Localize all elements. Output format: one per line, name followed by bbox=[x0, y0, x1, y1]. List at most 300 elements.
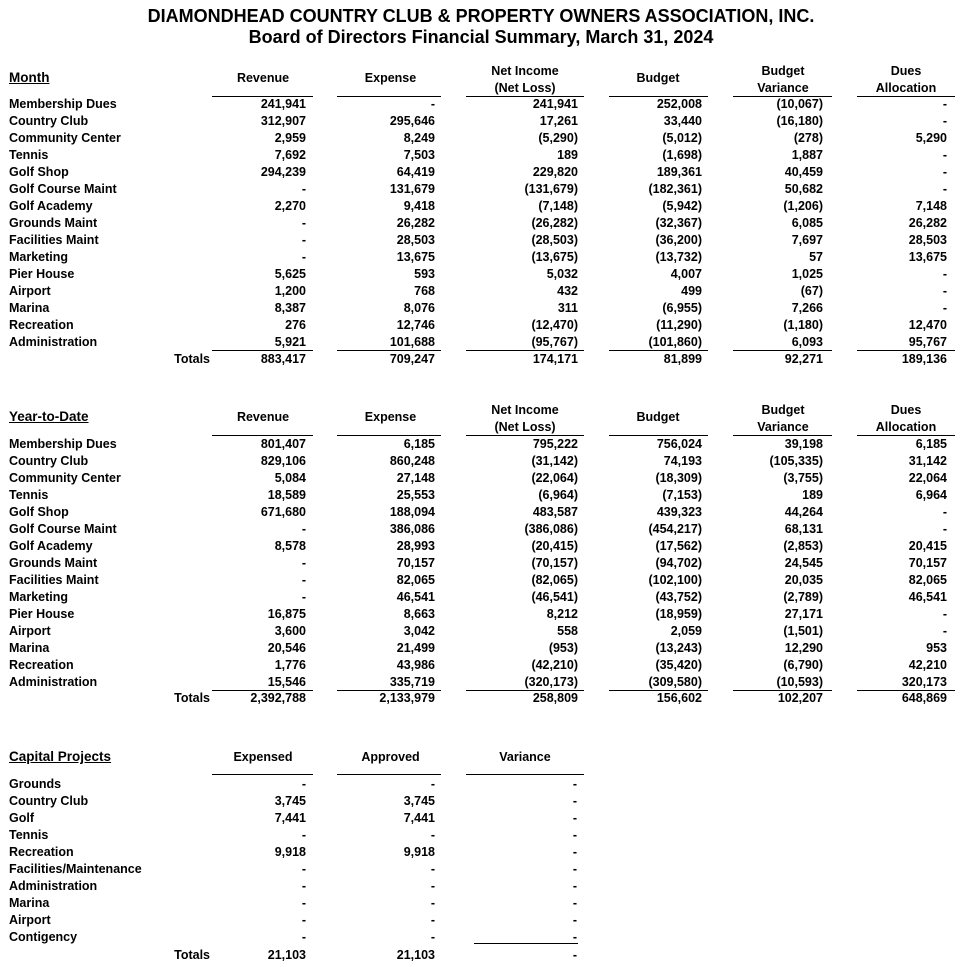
ytd-cell: 42,210 bbox=[908, 657, 947, 672]
ytd-cell: (20,415) bbox=[531, 538, 578, 553]
capital-cell: 9,918 bbox=[274, 844, 306, 859]
ytd-cell: 25,553 bbox=[396, 487, 435, 502]
ytd-table-row bbox=[0, 589, 962, 606]
ytd-cell: - bbox=[301, 572, 306, 587]
month-cell: (278) bbox=[793, 131, 823, 145]
ytd-row-label: Marketing bbox=[9, 589, 69, 604]
ytd-table-row bbox=[0, 572, 962, 589]
month-table-row bbox=[0, 215, 962, 232]
month-totals-label: Totals bbox=[174, 352, 210, 366]
ytd-table-row bbox=[0, 674, 962, 691]
ytd-col-dues-line1: Dues bbox=[890, 403, 922, 417]
ytd-cell: - bbox=[942, 521, 947, 536]
ytd-cell: 483,587 bbox=[532, 504, 578, 519]
month-table-row bbox=[0, 181, 962, 198]
month-table-row bbox=[0, 266, 962, 283]
ytd-cell: (6,790) bbox=[783, 657, 823, 672]
ytd-row-label: Pier House bbox=[9, 606, 75, 621]
ytd-cell: - bbox=[301, 555, 306, 570]
capital-cell: - bbox=[430, 929, 435, 944]
month-cell: (5,290) bbox=[538, 131, 578, 145]
capital-cell: - bbox=[430, 878, 435, 893]
ytd-table-row bbox=[0, 453, 962, 470]
ytd-table-row bbox=[0, 487, 962, 504]
ytd-cell: (35,420) bbox=[655, 657, 702, 672]
ytd-row-label: Recreation bbox=[9, 657, 74, 672]
capital-cell: - bbox=[572, 895, 577, 910]
ytd-cell: (13,243) bbox=[655, 640, 702, 655]
ytd-col-budget-variance-line2: Variance bbox=[757, 420, 809, 434]
ytd-cell: 801,407 bbox=[260, 436, 306, 451]
month-cell: 131,679 bbox=[389, 182, 435, 196]
ytd-cell: (2,789) bbox=[783, 589, 823, 604]
capital-row-label: Grounds bbox=[9, 776, 62, 791]
month-cell: - bbox=[430, 97, 435, 111]
month-table-row bbox=[0, 164, 962, 181]
month-cell: (1,698) bbox=[662, 148, 702, 162]
month-col-budget: Budget bbox=[636, 71, 680, 85]
capital-table-row bbox=[0, 878, 962, 895]
month-cell: 7,692 bbox=[274, 148, 306, 162]
month-col-dues-line1: Dues bbox=[890, 64, 922, 78]
capital-table-row bbox=[0, 844, 962, 861]
month-cell: - bbox=[942, 148, 947, 162]
month-total-budget: 81,899 bbox=[663, 352, 702, 366]
capital-cell: - bbox=[301, 929, 306, 944]
month-cell: 5,290 bbox=[915, 131, 947, 145]
month-row-label: Country Club bbox=[9, 114, 89, 128]
month-row-label: Golf Shop bbox=[9, 165, 69, 179]
capital-row-label: Country Club bbox=[9, 793, 89, 808]
month-cell: 26,282 bbox=[908, 216, 947, 230]
ytd-heading: Year-to-Date bbox=[9, 409, 89, 424]
month-cell: 5,032 bbox=[546, 267, 578, 281]
month-cell: 499 bbox=[681, 284, 702, 298]
capital-cell: 3,745 bbox=[403, 793, 435, 808]
capital-row-label: Contigency bbox=[9, 929, 78, 944]
capital-table-row bbox=[0, 912, 962, 929]
month-table-row bbox=[0, 130, 962, 147]
ytd-cell: 756,024 bbox=[656, 436, 702, 451]
ytd-cell: 671,680 bbox=[260, 504, 306, 519]
month-cell: 9,418 bbox=[403, 199, 435, 213]
ytd-table-row bbox=[0, 606, 962, 623]
ytd-cell: 44,264 bbox=[784, 504, 823, 519]
capital-table-row bbox=[0, 861, 962, 878]
ytd-cell: 8,212 bbox=[546, 606, 578, 621]
ytd-row-label: Golf Shop bbox=[9, 504, 69, 519]
ytd-cell: 8,663 bbox=[403, 606, 435, 621]
capital-heading: Capital Projects bbox=[9, 749, 112, 764]
ytd-row-label: Community Center bbox=[9, 470, 121, 485]
ytd-col-dues-line2: Allocation bbox=[875, 420, 937, 434]
capital-cell: - bbox=[430, 912, 435, 927]
month-cell: 312,907 bbox=[260, 114, 306, 128]
month-row-label: Golf Academy bbox=[9, 199, 93, 213]
month-col-revenue: Revenue bbox=[236, 71, 290, 85]
ytd-table-row bbox=[0, 555, 962, 572]
month-row-label: Facilities Maint bbox=[9, 233, 99, 247]
ytd-col-expense: Expense bbox=[364, 410, 417, 424]
month-cell: (11,290) bbox=[656, 318, 702, 332]
month-cell: 13,675 bbox=[396, 250, 435, 264]
month-col-net-income-line2: (Net Loss) bbox=[494, 81, 556, 95]
capital-cell: 9,918 bbox=[403, 844, 435, 859]
ytd-cell: (42,210) bbox=[531, 657, 578, 672]
ytd-totals-row bbox=[0, 690, 962, 707]
ytd-cell: 558 bbox=[557, 623, 578, 638]
ytd-cell: 16,875 bbox=[267, 606, 306, 621]
month-cell: 1,025 bbox=[791, 267, 823, 281]
ytd-cell: (70,157) bbox=[531, 555, 578, 570]
ytd-row-label: Marina bbox=[9, 640, 50, 655]
ytd-cell: 5,084 bbox=[274, 470, 306, 485]
ytd-cell: 39,198 bbox=[784, 436, 823, 451]
capital-totals-row bbox=[0, 947, 962, 964]
capital-cell: - bbox=[430, 895, 435, 910]
capital-cell: - bbox=[572, 827, 577, 842]
ytd-cell: 31,142 bbox=[908, 453, 947, 468]
month-cell: (13,675) bbox=[531, 250, 578, 264]
ytd-cell: 18,589 bbox=[267, 487, 306, 502]
month-cell: - bbox=[942, 267, 947, 281]
ytd-cell: 27,148 bbox=[396, 470, 435, 485]
ytd-cell: 20,546 bbox=[267, 640, 306, 655]
ytd-cell: 8,578 bbox=[274, 538, 306, 553]
month-col-expense: Expense bbox=[364, 71, 417, 85]
ytd-cell: (18,309) bbox=[655, 470, 702, 485]
ytd-cell: 20,035 bbox=[784, 572, 823, 587]
month-cell: (1,206) bbox=[783, 199, 823, 213]
month-cell: 50,682 bbox=[784, 182, 823, 196]
ytd-row-label: Country Club bbox=[9, 453, 89, 468]
ytd-cell: - bbox=[942, 623, 947, 638]
month-cell: (5,942) bbox=[662, 199, 702, 213]
month-cell: (32,367) bbox=[655, 216, 702, 230]
month-cell: - bbox=[301, 250, 306, 264]
month-cell: 276 bbox=[285, 318, 306, 332]
month-cell: 6,093 bbox=[791, 335, 823, 349]
month-cell: 1,887 bbox=[791, 148, 823, 162]
ytd-table-row bbox=[0, 436, 962, 453]
capital-row-label: Administration bbox=[9, 878, 98, 893]
ytd-cell: - bbox=[942, 504, 947, 519]
month-cell: - bbox=[301, 182, 306, 196]
ytd-cell: 74,193 bbox=[663, 453, 702, 468]
report-title: DIAMONDHEAD COUNTRY CLUB & PROPERTY OWNERS ASSOCIATION, INC. bbox=[147, 6, 815, 26]
ytd-cell: (94,702) bbox=[655, 555, 702, 570]
capital-cell: - bbox=[430, 861, 435, 876]
ytd-cell: (46,541) bbox=[531, 589, 578, 604]
ytd-cell: (17,562) bbox=[655, 538, 702, 553]
month-cell: - bbox=[942, 114, 947, 128]
capital-cell: - bbox=[301, 878, 306, 893]
month-cell: (12,470) bbox=[531, 318, 578, 332]
capital-col-approved: Approved bbox=[361, 750, 420, 764]
ytd-cell: 28,993 bbox=[396, 538, 435, 553]
month-cell: - bbox=[301, 216, 306, 230]
month-total-revenue: 883,417 bbox=[260, 352, 306, 366]
ytd-cell: - bbox=[301, 521, 306, 536]
capital-cell: - bbox=[430, 776, 435, 791]
month-cell: 432 bbox=[557, 284, 578, 298]
month-cell: 241,941 bbox=[532, 97, 578, 111]
capital-cell: - bbox=[572, 912, 577, 927]
month-table-row bbox=[0, 300, 962, 317]
ytd-cell: (309,580) bbox=[648, 674, 702, 689]
ytd-row-label: Airport bbox=[9, 623, 51, 638]
ytd-cell: (18,959) bbox=[655, 606, 702, 621]
month-total-expense: 709,247 bbox=[389, 352, 435, 366]
ytd-cell: (43,752) bbox=[655, 589, 702, 604]
capital-row-label: Golf bbox=[9, 810, 34, 825]
month-cell: 5,921 bbox=[274, 335, 306, 349]
ytd-cell: 82,065 bbox=[908, 572, 947, 587]
capital-cell: - bbox=[572, 844, 577, 859]
month-table-row bbox=[0, 317, 962, 334]
month-row-label: Airport bbox=[9, 284, 51, 298]
capital-cell: - bbox=[301, 895, 306, 910]
capital-cell: - bbox=[430, 827, 435, 842]
ytd-cell: 6,185 bbox=[915, 436, 947, 451]
ytd-cell: 6,185 bbox=[403, 436, 435, 451]
ytd-cell: 20,415 bbox=[908, 538, 947, 553]
month-cell: 295,646 bbox=[389, 114, 435, 128]
month-cell: (10,067) bbox=[776, 97, 823, 111]
month-cell: 26,282 bbox=[396, 216, 435, 230]
capital-cell: - bbox=[572, 793, 577, 808]
month-row-label: Administration bbox=[9, 335, 98, 349]
ytd-col-revenue: Revenue bbox=[236, 410, 290, 424]
month-cell: (95,767) bbox=[531, 335, 578, 349]
ytd-cell: 3,600 bbox=[274, 623, 306, 638]
capital-cell: - bbox=[572, 878, 577, 893]
month-cell: 57 bbox=[809, 250, 823, 264]
ytd-cell: 1,776 bbox=[274, 657, 306, 672]
ytd-cell: (31,142) bbox=[531, 453, 578, 468]
capital-total-rule bbox=[474, 943, 578, 944]
month-cell: - bbox=[942, 301, 947, 315]
ytd-cell: (7,153) bbox=[662, 487, 702, 502]
month-cell: 7,266 bbox=[791, 301, 823, 315]
ytd-table-row bbox=[0, 657, 962, 674]
ytd-cell: 27,171 bbox=[784, 606, 823, 621]
month-table-row bbox=[0, 147, 962, 164]
month-table-row bbox=[0, 113, 962, 130]
month-total-budget-variance: 92,271 bbox=[784, 352, 823, 366]
month-total-dues-allocation: 189,136 bbox=[901, 352, 947, 366]
ytd-cell: 3,042 bbox=[403, 623, 435, 638]
month-table-row bbox=[0, 283, 962, 300]
ytd-cell: (82,065) bbox=[531, 572, 578, 587]
capital-cell: - bbox=[572, 776, 577, 791]
ytd-cell: 335,719 bbox=[389, 674, 435, 689]
ytd-total-dues-allocation: 648,869 bbox=[901, 691, 947, 705]
ytd-col-net-income-line1: Net Income bbox=[491, 403, 559, 417]
capital-cell: - bbox=[301, 912, 306, 927]
capital-cell: - bbox=[572, 929, 577, 944]
ytd-row-label: Grounds Maint bbox=[9, 555, 98, 570]
capital-table-row bbox=[0, 810, 962, 827]
month-row-label: Golf Course Maint bbox=[9, 182, 117, 196]
month-cell: 7,148 bbox=[915, 199, 947, 213]
ytd-cell: 15,546 bbox=[267, 674, 306, 689]
ytd-cell: 22,064 bbox=[908, 470, 947, 485]
month-col-budget-variance-line2: Variance bbox=[757, 81, 809, 95]
month-row-label: Community Center bbox=[9, 131, 121, 145]
ytd-cell: (10,593) bbox=[776, 674, 823, 689]
ytd-row-label: Membership Dues bbox=[9, 436, 117, 451]
month-cell: - bbox=[942, 182, 947, 196]
ytd-cell: (1,501) bbox=[783, 623, 823, 638]
capital-total-approved: 21,103 bbox=[396, 948, 435, 962]
month-cell: 1,200 bbox=[274, 284, 306, 298]
month-cell: 13,675 bbox=[908, 250, 947, 264]
ytd-cell: 953 bbox=[926, 640, 947, 655]
month-cell: 5,625 bbox=[274, 267, 306, 281]
ytd-row-label: Tennis bbox=[9, 487, 49, 502]
capital-cell: - bbox=[301, 776, 306, 791]
capital-table-row bbox=[0, 827, 962, 844]
month-cell: - bbox=[301, 233, 306, 247]
ytd-cell: (320,173) bbox=[524, 674, 578, 689]
ytd-table-row bbox=[0, 470, 962, 487]
ytd-cell: (2,853) bbox=[783, 538, 823, 553]
ytd-cell: 46,541 bbox=[908, 589, 947, 604]
month-cell: 95,767 bbox=[908, 335, 947, 349]
month-table-row bbox=[0, 249, 962, 266]
month-cell: 40,459 bbox=[784, 165, 823, 179]
ytd-total-expense: 2,133,979 bbox=[379, 691, 435, 705]
ytd-table-row bbox=[0, 640, 962, 657]
ytd-totals-label: Totals bbox=[174, 691, 210, 705]
ytd-total-revenue: 2,392,788 bbox=[250, 691, 306, 705]
month-cell: 28,503 bbox=[908, 233, 947, 247]
month-row-label: Membership Dues bbox=[9, 97, 117, 111]
month-cell: (36,200) bbox=[655, 233, 702, 247]
capital-cell: - bbox=[301, 861, 306, 876]
ytd-cell: 70,157 bbox=[908, 555, 947, 570]
capital-cell: - bbox=[572, 861, 577, 876]
ytd-cell: 2,059 bbox=[670, 623, 702, 638]
month-cell: (131,679) bbox=[524, 182, 578, 196]
ytd-row-label: Administration bbox=[9, 674, 98, 689]
ytd-col-net-income-line2: (Net Loss) bbox=[494, 420, 556, 434]
month-total-net-income: 174,171 bbox=[532, 352, 578, 366]
month-cell: 252,008 bbox=[656, 97, 702, 111]
month-cell: 12,746 bbox=[396, 318, 435, 332]
capital-table-row bbox=[0, 776, 962, 793]
month-cell: 12,470 bbox=[908, 318, 947, 332]
ytd-cell: (105,335) bbox=[769, 453, 823, 468]
month-table-row bbox=[0, 96, 962, 113]
month-cell: 241,941 bbox=[260, 97, 306, 111]
ytd-cell: (102,100) bbox=[648, 572, 702, 587]
month-row-label: Marina bbox=[9, 301, 50, 315]
month-table-row bbox=[0, 334, 962, 351]
capital-total-expensed: 21,103 bbox=[267, 948, 306, 962]
ytd-cell: 68,131 bbox=[784, 521, 823, 536]
month-cell: 33,440 bbox=[663, 114, 702, 128]
month-cell: 7,697 bbox=[791, 233, 823, 247]
ytd-cell: 386,086 bbox=[389, 521, 435, 536]
ytd-cell: 46,541 bbox=[396, 589, 435, 604]
month-col-budget-variance-line1: Budget bbox=[761, 64, 805, 78]
ytd-cell: 188,094 bbox=[389, 504, 435, 519]
month-cell: (182,361) bbox=[648, 182, 702, 196]
month-cell: 189 bbox=[557, 148, 578, 162]
ytd-cell: 6,964 bbox=[915, 487, 947, 502]
month-cell: 768 bbox=[414, 284, 435, 298]
month-cell: (7,148) bbox=[538, 199, 578, 213]
ytd-table-row bbox=[0, 538, 962, 555]
month-cell: (101,860) bbox=[648, 335, 702, 349]
month-col-dues-line2: Allocation bbox=[875, 81, 937, 95]
capital-cell: - bbox=[301, 827, 306, 842]
ytd-cell: 320,173 bbox=[901, 674, 947, 689]
month-row-label: Pier House bbox=[9, 267, 75, 281]
capital-cell: - bbox=[572, 810, 577, 825]
month-cell: - bbox=[942, 97, 947, 111]
month-cell: (28,503) bbox=[531, 233, 578, 247]
month-cell: (6,955) bbox=[662, 301, 702, 315]
month-cell: 189,361 bbox=[656, 165, 702, 179]
capital-row-label: Airport bbox=[9, 912, 51, 927]
ytd-cell: - bbox=[301, 589, 306, 604]
ytd-cell: 70,157 bbox=[396, 555, 435, 570]
ytd-cell: - bbox=[942, 606, 947, 621]
ytd-cell: 829,106 bbox=[260, 453, 306, 468]
capital-totals-label: Totals bbox=[174, 948, 210, 962]
month-cell: 101,688 bbox=[389, 335, 435, 349]
month-cell: 6,085 bbox=[791, 216, 823, 230]
month-cell: 17,261 bbox=[539, 114, 578, 128]
month-cell: 8,076 bbox=[403, 301, 435, 315]
capital-col-expensed: Expensed bbox=[233, 750, 293, 764]
ytd-table-row bbox=[0, 521, 962, 538]
capital-cell: 3,745 bbox=[274, 793, 306, 808]
ytd-row-label: Golf Course Maint bbox=[9, 521, 117, 536]
month-row-label: Marketing bbox=[9, 250, 69, 264]
month-row-label: Recreation bbox=[9, 318, 74, 332]
ytd-table-row bbox=[0, 504, 962, 521]
ytd-cell: 43,986 bbox=[396, 657, 435, 672]
capital-table-row bbox=[0, 895, 962, 912]
ytd-row-label: Golf Academy bbox=[9, 538, 93, 553]
month-cell: 593 bbox=[414, 267, 435, 281]
month-row-label: Tennis bbox=[9, 148, 49, 162]
month-cell: 64,419 bbox=[396, 165, 435, 179]
capital-row-label: Recreation bbox=[9, 844, 74, 859]
month-cell: 8,249 bbox=[403, 131, 435, 145]
ytd-cell: 12,290 bbox=[784, 640, 823, 655]
capital-col-variance: Variance bbox=[499, 750, 551, 764]
month-cell: (16,180) bbox=[776, 114, 823, 128]
ytd-table-row bbox=[0, 623, 962, 640]
capital-total-variance: - bbox=[572, 948, 577, 962]
ytd-total-budget: 156,602 bbox=[656, 691, 702, 705]
month-cell: 8,387 bbox=[274, 301, 306, 315]
report-subtitle: Board of Directors Financial Summary, March 31, 2024 bbox=[248, 27, 714, 47]
ytd-cell: 21,499 bbox=[396, 640, 435, 655]
capital-cell: 7,441 bbox=[274, 810, 306, 825]
ytd-cell: (454,217) bbox=[648, 521, 702, 536]
ytd-cell: 82,065 bbox=[396, 572, 435, 587]
month-cell: 2,270 bbox=[274, 199, 306, 213]
month-cell: - bbox=[942, 165, 947, 179]
ytd-total-net-income: 258,809 bbox=[532, 691, 578, 705]
ytd-cell: 860,248 bbox=[389, 453, 435, 468]
